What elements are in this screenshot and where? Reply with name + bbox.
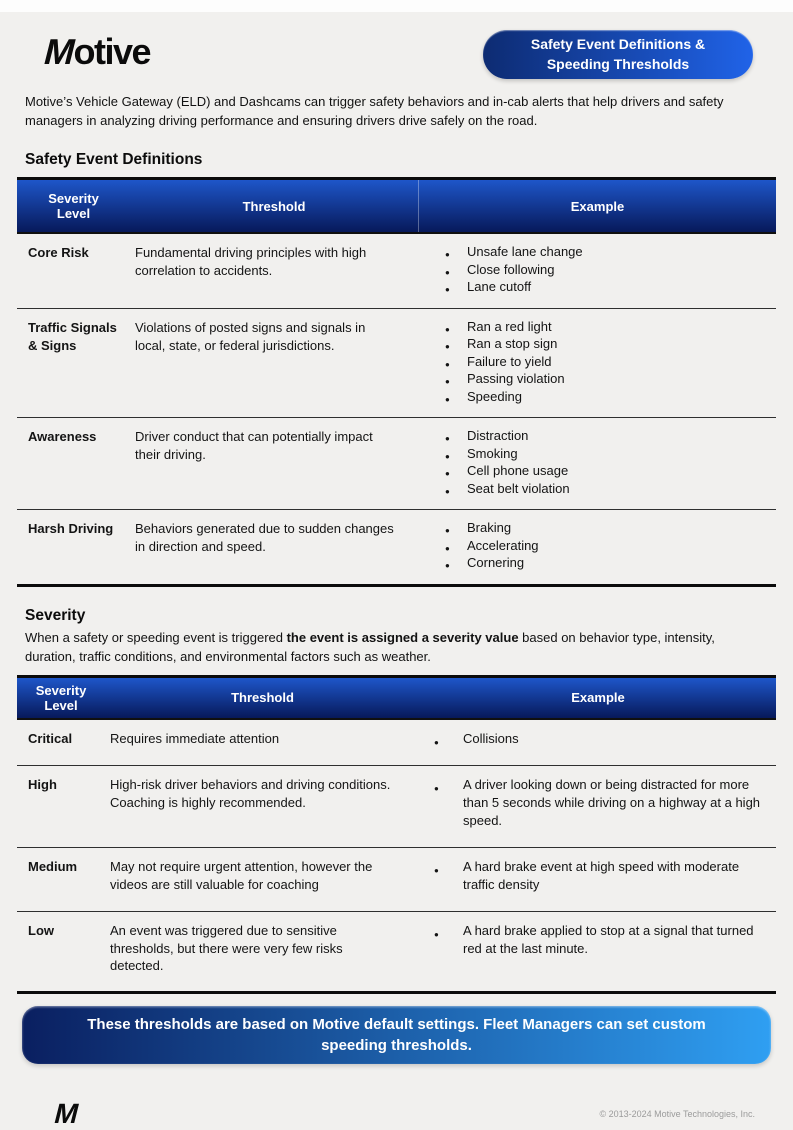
threshold-cell: Violations of posted signs and signals in local, state, or federal jurisdictions. — [135, 319, 366, 353]
severity-table-header — [17, 675, 776, 720]
example-item: ● Ran a stop sign — [418, 336, 762, 353]
severity-paragraph — [25, 629, 768, 667]
column-header-threshold: Threshold — [242, 198, 306, 214]
copyright-text: © 2013-2024 Motive Technologies, Inc. — [599, 1109, 755, 1120]
severity-section-title: Severity — [25, 606, 86, 624]
page-header — [0, 12, 793, 79]
table-row — [17, 720, 776, 766]
column-header-example: Example — [418, 180, 776, 232]
thresholds-note-text: These thresholds are based on Motive default settings. Fleet Managers can set custom speeding thresholds. — [87, 1015, 706, 1055]
threshold-cell: An event was triggered due to sensitive thresholds, but there were very few risks detected. — [110, 922, 343, 974]
severity-paragraph-bold: the event is assigned a severity value — [286, 629, 519, 645]
table-row — [17, 766, 776, 848]
example-item: ● A hard brake applied to stop at a signal that turned red at the last minute. — [420, 922, 762, 958]
table-row — [17, 418, 776, 510]
examples-list — [420, 858, 776, 895]
column-header-example: Example — [571, 690, 625, 706]
intro-paragraph: Motive’s Vehicle Gateway (ELD) and Dashcams can trigger safety behaviors and in-cab alerts that help drivers and safety managers in analyzing driving performance and ensuring drivers drive safely on the road. — [25, 94, 724, 129]
example-item: ● Collisions — [420, 730, 762, 748]
severity-level-cell: Medium — [28, 858, 78, 874]
definitions-table — [17, 177, 776, 587]
severity-level-cell: High — [28, 776, 57, 792]
severity-paragraph-pre: When a safety or speeding event is triggered — [25, 629, 287, 645]
title-badge-line2: Speeding Thresholds — [546, 55, 690, 72]
table-row — [17, 912, 776, 992]
severity-level-cell: Critical — [28, 730, 73, 746]
threshold-cell: Requires immediate attention — [110, 730, 280, 746]
table-row — [17, 848, 776, 912]
examples-list — [420, 776, 776, 831]
example-item: ● Unsafe lane change — [418, 244, 762, 261]
table-row — [17, 510, 776, 584]
threshold-cell: Driver conduct that can potentially impact their driving. — [135, 429, 373, 463]
title-badge-line1: Safety Event Definitions & — [530, 36, 706, 52]
severity-level-cell: Harsh Driving — [28, 521, 114, 537]
severity-paragraph-post: based on behavior type, intensity, duration, traffic conditions, and environmental factors such as weather. — [25, 629, 715, 664]
example-item: ● Cell phone usage — [418, 463, 762, 480]
example-item: ● Braking — [418, 520, 762, 537]
title-badge — [483, 30, 753, 79]
example-item: ● Seat belt violation — [418, 481, 762, 498]
example-item: ● Lane cutoff — [418, 279, 762, 296]
example-item: ● Smoking — [418, 446, 762, 463]
severity-level-cell: Low — [28, 922, 54, 938]
top-strip — [0, 0, 793, 12]
column-header-severity-level: Severity Level — [48, 191, 99, 222]
example-item: ● Failure to yield — [418, 354, 762, 371]
threshold-cell: May not require urgent attention, however the videos are still valuable for coaching — [110, 858, 373, 892]
definitions-section-title: Safety Event Definitions — [25, 151, 203, 169]
threshold-cell: High-risk driver behaviors and driving conditions. Coaching is highly recommended. — [110, 776, 391, 810]
table-row — [17, 234, 776, 309]
definitions-table-header — [17, 177, 776, 234]
page-footer — [0, 1098, 793, 1130]
severity-table — [17, 675, 776, 995]
examples-list — [420, 922, 776, 976]
example-item: ● Speeding — [418, 389, 762, 406]
threshold-cell: Behaviors generated due to sudden changes in direction and speed. — [135, 521, 394, 555]
motive-m-mark-icon: M — [51, 1098, 83, 1130]
column-header-severity-level: Severity Level — [35, 682, 87, 713]
table-row — [17, 309, 776, 419]
severity-level-cell: Awareness — [28, 429, 97, 445]
examples-list — [418, 520, 776, 573]
examples-list — [418, 319, 776, 407]
example-item: ● Cornering — [418, 555, 762, 572]
severity-level-cell: Core Risk — [28, 245, 89, 261]
motive-logo-text: otive — [73, 31, 151, 72]
example-item: ● Distraction — [418, 428, 762, 445]
thresholds-note-banner — [22, 1006, 771, 1064]
motive-logo-m-icon: M — [40, 31, 79, 72]
motive-logo — [40, 30, 151, 74]
column-header-threshold: Threshold — [231, 690, 294, 706]
example-item: ● Accelerating — [418, 538, 762, 555]
severity-level-cell: Traffic Signals & Signs — [28, 319, 117, 353]
examples-list — [420, 730, 776, 749]
example-item: ● A hard brake event at high speed with moderate traffic density — [420, 858, 762, 894]
threshold-cell: Fundamental driving principles with high correlation to accidents. — [135, 245, 367, 279]
examples-list — [418, 428, 776, 498]
example-item: ● A driver looking down or being distracted for more than 5 seconds while driving on a highway at a high speed. — [420, 776, 762, 830]
example-item: ● Close following — [418, 262, 762, 279]
example-item: ● Passing violation — [418, 371, 762, 388]
example-item: ● Ran a red light — [418, 319, 762, 336]
examples-list — [418, 244, 776, 297]
